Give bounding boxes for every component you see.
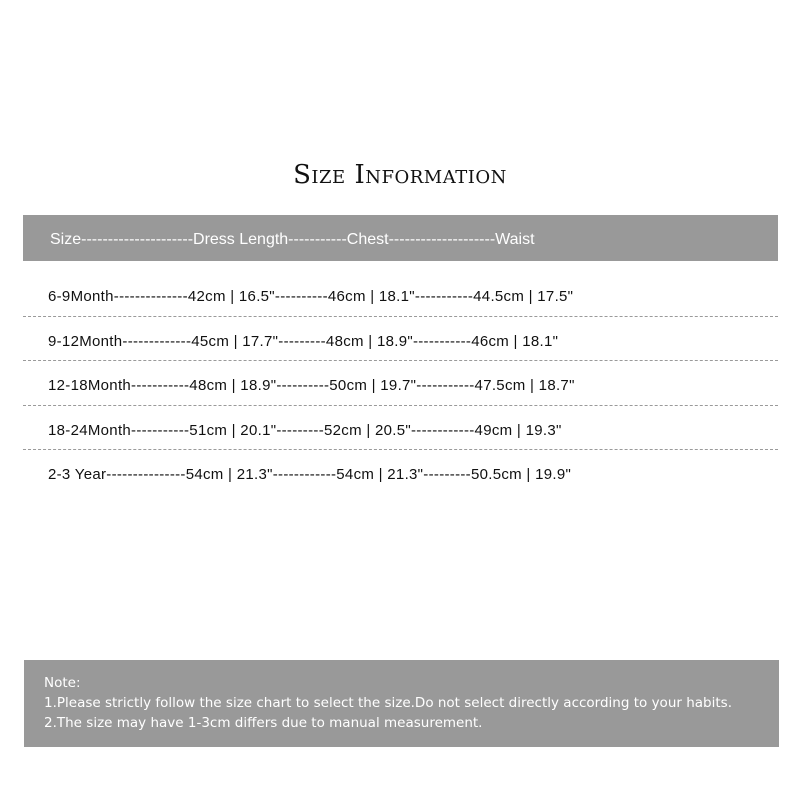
note-line: 2.The size may have 1-3cm differs due to manual measurement. <box>44 715 483 731</box>
size-table-header: Size---------------------Dress Length-----------Chest--------------------Waist <box>23 215 778 261</box>
note-line: 1.Please strictly follow the size chart to select the size.Do not select directly according to your habits. <box>44 695 732 711</box>
table-row: 2-3 Year---------------54cm | 21.3"------------54cm | 21.3"---------50.5cm | 19.9" <box>48 466 572 483</box>
table-row: 18-24Month-----------51cm | 20.1"---------52cm | 20.5"------------49cm | 19.3" <box>23 406 778 451</box>
table-row: 9-12Month-------------45cm | 17.7"---------48cm | 18.9"-----------46cm | 18.1" <box>23 317 778 362</box>
note-heading: Note: <box>44 675 81 691</box>
size-table <box>23 272 778 495</box>
note-box <box>24 660 779 747</box>
table-row: 6-9Month--------------42cm | 16.5"----------46cm | 18.1"-----------44.5cm | 17.5" <box>23 272 778 317</box>
table-row: 12-18Month-----------48cm | 18.9"----------50cm | 19.7"-----------47.5cm | 18.7" <box>23 361 778 406</box>
page-title: Size Information <box>293 160 507 190</box>
